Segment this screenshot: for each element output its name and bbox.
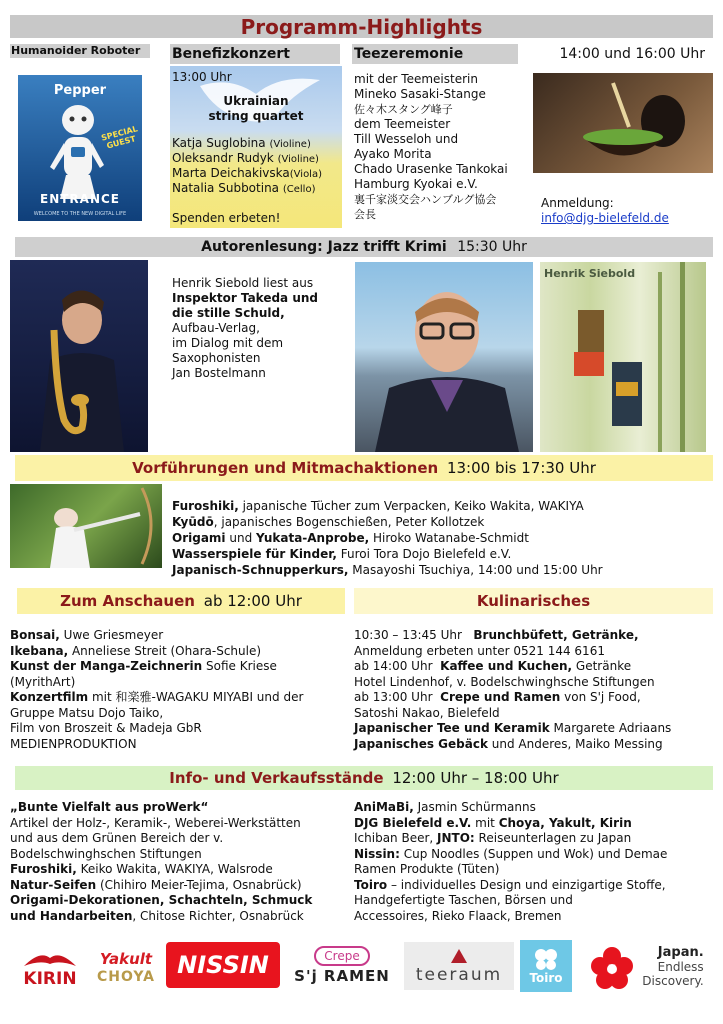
stand-line: Artikel der Holz-, Keramik-, Weberei-Werkstätten (10, 815, 301, 830)
viewing-line: MEDIENPRODUKTION (10, 736, 137, 751)
culinary-item-title: Kaffee und Kuchen, (440, 659, 573, 673)
viewing-item-title: Bonsai, (10, 628, 60, 642)
culinary-line: Anmeldung erbeten unter 0521 144 6161 (354, 643, 605, 658)
member-name: Marta Deichakivska (172, 166, 290, 180)
tea-line: 会長 (354, 208, 376, 221)
concert-member (172, 166, 322, 182)
concert-time: 13:00 Uhr (172, 70, 232, 84)
stand-item (354, 831, 667, 847)
viewing-item (10, 659, 303, 675)
stand-item-title: Choya, Yakult, Kirin (498, 815, 632, 830)
kirin-logo (15, 944, 85, 992)
demos-list (172, 498, 603, 578)
demo-item-title: Yukata-Anprobe, (256, 531, 370, 545)
culinary-item-title: Japanischer Tee und Keramik (354, 721, 550, 735)
stand-item-detail: Keiko Wakita, WAKIYA, Walsrode (76, 862, 273, 876)
concert-member (172, 136, 311, 152)
stand-item (10, 862, 312, 878)
viewing-line: Film von Broszeit & Madeja GbR (10, 721, 202, 735)
yakult-logo-text: Yakult (99, 950, 153, 968)
concert-donation: Spenden erbeten! (172, 211, 281, 225)
viewing-item-detail: Uwe Griesmeyer (59, 628, 164, 642)
member-name: Katja Suglobina (172, 136, 266, 150)
stands-header-title: Info- und Verkaufsstände (169, 769, 384, 787)
crepe-ramen-logo (286, 940, 398, 992)
demo-item-title: Origami (172, 531, 226, 545)
viewing-line: Gruppe Matsu Dojo Taiko, (10, 705, 164, 720)
author-photo (355, 262, 533, 452)
culinary-line: Satoshi Nakao, Bielefeld (354, 705, 500, 720)
robot-header: Humanoider Roboter (10, 44, 150, 58)
tea-bowl-icon (533, 73, 713, 173)
japan-endless-discovery-logo (580, 940, 710, 994)
stand-line: Bodelschwinghschen Stiftungen (10, 846, 202, 861)
culinary-time: ab 13:00 Uhr (354, 690, 433, 704)
culinary-list (354, 628, 671, 752)
stand-item-detail: , Chitose Richter, Osnabrück (132, 908, 304, 923)
stand-item-title: Origami-Dekorationen, Schachteln, Schmuck (10, 893, 313, 907)
stand-item-title: Natur-Seifen (10, 877, 97, 892)
nissin-logo-text: NISSIN (177, 951, 269, 979)
concert-ensemble-line2: string quartet (208, 109, 304, 123)
special-guest-badge: SPECIAL GUEST (100, 124, 139, 151)
stand-item-detail: Cup Noodles (Suppen und Wok) und Demae (399, 846, 668, 861)
culinary-item (354, 737, 671, 753)
archer-icon (10, 484, 162, 568)
stand-item-title: „Bunte Vielfalt aus proWerk“ (10, 800, 209, 814)
culinary-time: ab 14:00 Uhr (354, 659, 433, 673)
stand-line: Handgefertigte Taschen, Börsen und (354, 893, 573, 907)
stand-line: Accessoires, Rieko Flaack, Bremen (354, 908, 562, 923)
tea-registration-email[interactable]: info@djg-bielefeld.de (541, 211, 669, 225)
kirin-logo-text: KIRIN (23, 969, 77, 989)
culinary-item (354, 628, 671, 644)
stand-item-detail: Jasmin Schürmanns (413, 800, 536, 814)
concert-member (172, 181, 315, 197)
reading-line: Saxophonisten (172, 351, 261, 365)
robot-tagline: WELCOME TO THE NEW DIGITAL LIFE (33, 211, 127, 217)
demo-item (172, 562, 603, 578)
japan-slogan (642, 946, 703, 988)
crepe-logo-text: Crepe (314, 946, 369, 966)
viewing-item-title: Kunst der Manga-Zeichnerin (10, 659, 203, 673)
book-cover-author: Henrik Siebold (544, 267, 636, 280)
culinary-item-title: Crepe und Ramen (440, 690, 561, 704)
tea-line: Hamburg Kyokai e.V. (354, 177, 478, 191)
viewing-item-detail: Anneliese Streit (Ohara-Schule) (68, 643, 262, 658)
tea-line: Ayako Morita (354, 147, 432, 161)
stand-line: Ramen Produkte (Tüten) (354, 862, 500, 876)
stands-header-time: 12:00 Uhr – 18:00 Uhr (392, 769, 559, 787)
tea-header-times: 14:00 und 16:00 Uhr (559, 46, 705, 62)
viewing-header (17, 588, 345, 614)
reading-book-title: Inspektor Takeda und (172, 291, 319, 305)
demo-item (172, 514, 603, 530)
reading-line: im Dialog mit dem (172, 336, 284, 350)
viewing-line: (MyrithArt) (10, 674, 76, 689)
demos-header-title: Vorführungen und Mitmachaktionen (132, 459, 439, 477)
stand-item-detail: Ichiban Beer, (354, 831, 438, 845)
tea-header (352, 44, 713, 64)
stand-item (354, 816, 667, 832)
robot-poster (18, 75, 142, 221)
demos-header (15, 455, 713, 481)
concert-ensemble-line1: Ukrainian (223, 94, 289, 108)
tea-line: 裏千家淡交会ハンブルグ協会 (354, 193, 497, 206)
reading-description (172, 276, 318, 381)
stands-right-list (354, 800, 667, 924)
culinary-item-detail: Margarete Adriaans (549, 721, 672, 735)
japan-slogan-line: Discovery. (642, 974, 704, 988)
culinary-header (354, 588, 713, 614)
reading-header-title: Autorenlesung: Jazz trifft Krimi (201, 239, 447, 255)
concert-member (172, 151, 319, 167)
viewing-list (10, 628, 303, 752)
demo-item-title: Furoshiki, (172, 499, 239, 513)
viewing-item-title: Ikebana, (10, 643, 69, 658)
tea-photo (533, 73, 713, 173)
stand-item-detail: – individuelles Design und einzigartige Stoffe, (387, 877, 666, 892)
reading-line: Henrik Siebold liest aus (172, 276, 314, 290)
nissin-logo (166, 942, 280, 988)
culinary-item-detail: von S'j Food, (560, 690, 641, 704)
author-figure-icon (355, 262, 533, 452)
member-instrument: (Violine) (277, 154, 319, 165)
demo-item-detail: Masayoshi Tsuchiya, 14:00 und 15:00 Uhr (348, 563, 603, 577)
japan-slogan-line: Endless (657, 960, 704, 974)
viewing-item-title: Konzertfilm (10, 690, 89, 704)
culinary-header-title: Kulinarisches (476, 592, 591, 610)
demo-item-detail: und (225, 531, 257, 545)
viewing-item (10, 628, 303, 644)
ramen-logo-text: S'j RAMEN (294, 967, 390, 985)
culinary-item-detail: Getränke (572, 659, 632, 673)
teeraum-logo-text: teeraum (415, 965, 503, 985)
viewing-item-detail: Sofie Kriese (202, 659, 277, 673)
yakult-choya-logo (90, 944, 162, 992)
demo-item-detail: , japanisches Bogenschießen, Peter Kollotzek (213, 515, 485, 529)
reading-book-title: die stille Schuld, (172, 306, 285, 320)
culinary-time: 10:30 – 13:45 Uhr (354, 628, 462, 642)
stand-line: und aus dem Grünen Bereich der v. (10, 831, 224, 845)
member-name: Natalia Subbotina (172, 181, 280, 195)
viewing-item (10, 644, 303, 660)
stand-item-title: Furoshiki, (10, 862, 77, 876)
demo-item-detail: Furoi Tora Dojo Bielefeld e.V. (336, 547, 512, 561)
choya-logo-text: CHOYA (96, 969, 156, 985)
stand-item (354, 847, 667, 863)
demo-item (172, 546, 603, 562)
culinary-item (354, 659, 671, 675)
stand-item-detail: Reiseunterlagen zu Japan (474, 831, 632, 845)
toiro-logo-text: Toiro (529, 971, 563, 985)
page-title: Programm-Highlights (10, 15, 713, 38)
stand-item-detail: mit (471, 815, 499, 830)
robot-name: Pepper (53, 83, 107, 98)
tea-description (354, 72, 508, 222)
stand-item-title: JNTO: (437, 831, 475, 845)
stand-item-title: und Handarbeiten (10, 908, 133, 923)
tea-line: mit der Teemeisterin (354, 72, 478, 86)
member-instrument: (Viola) (289, 169, 322, 180)
saxophonist-photo (10, 260, 148, 452)
demo-item (172, 498, 603, 514)
toiro-logo (520, 940, 572, 992)
book-icon (540, 262, 706, 452)
teeraum-logo (404, 942, 514, 990)
culinary-item-title: Brunchbüfett, Getränke, (473, 628, 639, 642)
culinary-item (354, 721, 671, 737)
stand-item-title: DJG Bielefeld e.V. (354, 815, 472, 830)
viewing-header-title: Zum Anschauen (60, 592, 195, 610)
stand-item (10, 878, 312, 894)
robot-footer: ENTRANCE (40, 192, 120, 206)
tea-line: 佐々木スタング峰子 (354, 103, 453, 116)
reading-header (15, 237, 713, 257)
saxophone-icon (10, 260, 148, 452)
viewing-header-time: ab 12:00 Uhr (203, 592, 302, 610)
tea-line: Till Wesseloh und (354, 132, 459, 146)
book-cover-photo (540, 262, 706, 452)
archery-photo (10, 484, 162, 568)
reading-header-time: 15:30 Uhr (457, 239, 527, 255)
demo-item-title: Japanisch-Schnupperkurs, (172, 563, 349, 577)
stand-item (354, 800, 667, 816)
viewing-item-detail: mit 和楽雅-WAGAKU MIYABI und der (88, 690, 304, 704)
stands-header (15, 766, 713, 790)
member-instrument: (Violine) (269, 139, 311, 150)
reading-line: Aufbau-Verlag, (172, 321, 260, 335)
reading-line: Jan Bostelmann (172, 366, 266, 380)
tea-line: Chado Urasenke Tankokai (354, 162, 508, 176)
stand-item-title: Nissin: (354, 846, 400, 861)
culinary-item (354, 690, 671, 706)
kirin-emblem-icon (20, 948, 80, 970)
stand-item (10, 909, 312, 925)
demo-item-detail: japanische Tücher zum Verpacken, Keiko Wakita, WAKIYA (238, 499, 584, 513)
stand-item-title: AniMaBi, (354, 800, 414, 814)
viewing-item (10, 690, 303, 706)
tea-header-title: Teezeremonie (354, 46, 464, 62)
cherry-blossom-icon (586, 942, 638, 992)
stand-item-title: Toiro (354, 877, 388, 892)
teeraum-emblem-icon (449, 947, 469, 965)
japan-slogan-line: Japan. (657, 945, 704, 960)
stand-item (354, 878, 667, 894)
culinary-item-title: Japanisches Gebäck (354, 736, 488, 751)
stands-left-list (10, 800, 312, 924)
culinary-line: Hotel Lindenhof, v. Bodelschwinghsche Stiftungen (354, 674, 655, 689)
stand-item-detail: (Chihiro Meier-Tejima, Osnabrück) (96, 877, 302, 892)
concert-header: Benefizkonzert (170, 44, 340, 64)
member-instrument: (Cello) (282, 184, 316, 195)
toiro-emblem-icon (531, 947, 561, 971)
demo-item-detail: Hiroko Watanabe-Schmidt (369, 531, 529, 545)
demos-header-time: 13:00 bis 17:30 Uhr (446, 459, 596, 477)
tea-line: dem Teemeister (354, 117, 451, 131)
member-name: Oleksandr Rudyk (172, 151, 274, 165)
demo-item-title: Kyūdō (172, 515, 214, 529)
demo-item-title: Wasserspiele für Kinder, (172, 547, 337, 561)
demo-item (172, 530, 603, 546)
tea-registration-label: Anmeldung: (541, 196, 614, 210)
culinary-item-detail: und Anderes, Maiko Messing (487, 736, 663, 751)
tea-line: Mineko Sasaki-Stange (354, 87, 486, 101)
